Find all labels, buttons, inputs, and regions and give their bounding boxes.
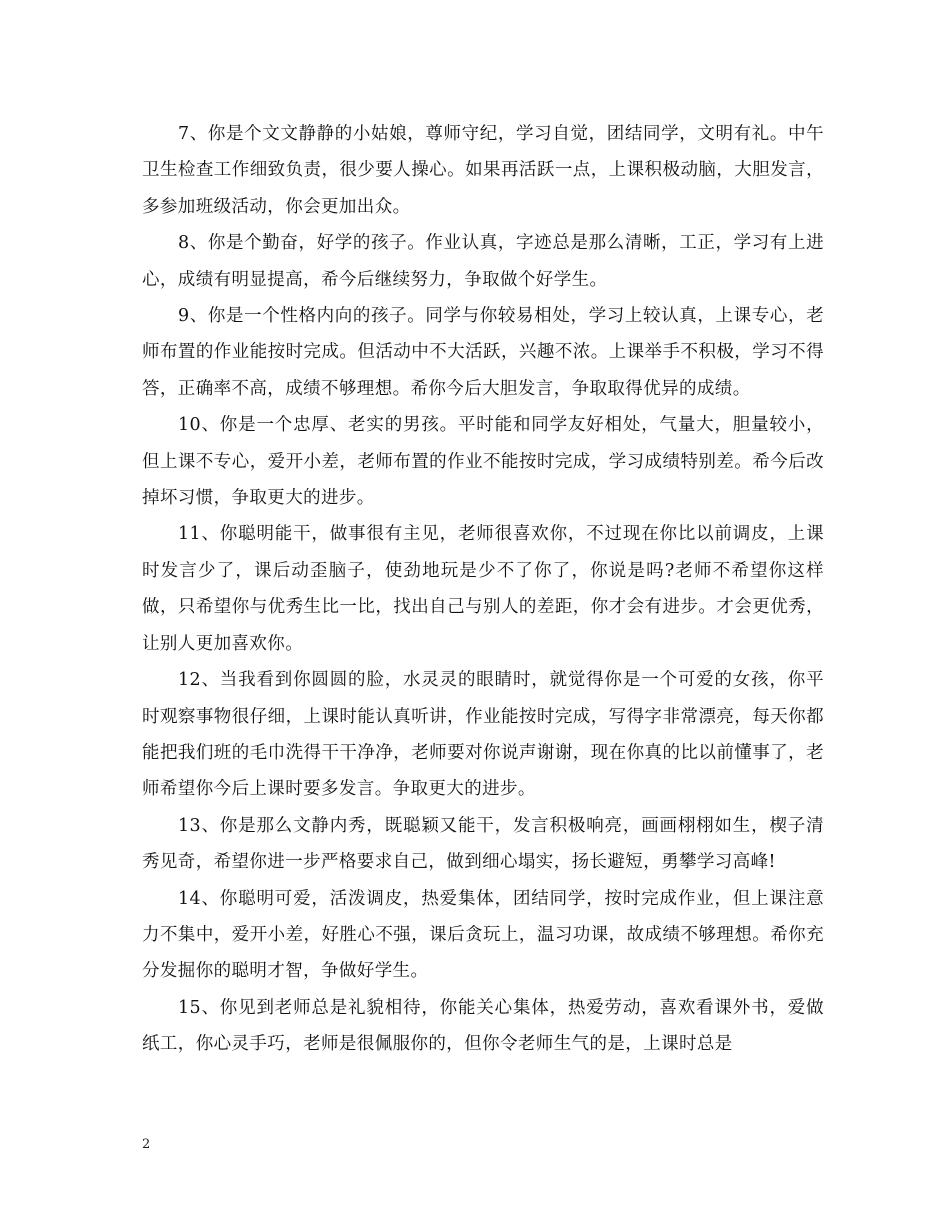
paragraph-14: 14、你聪明可爱，活泼调皮，热爱集体，团结同学，按时完成作业，但上课注意力不集中，爱开小差，好胜心不强，课后贪玩上，温习功课，故成绩不够理想。希你充分发掘你的聪明才智，争做好学生。 bbox=[142, 888, 824, 982]
paragraph-9: 9、你是一个性格内向的孩子。同学与你较易相处，学习上较认真，上课专心，老师布置的作业能按时完成。但活动中不大活跃，兴趣不浓。上课举手不积极，学习不得答，正确率不高，成绩不够理想。希你今后大胆发言，争取取得优异的成绩。 bbox=[142, 306, 824, 399]
paragraph-10: 10、你是一个忠厚、老实的男孩。平时能和同学友好相处，气量大，胆量较小，但上课不专心，爱开小差，老师布置的作业不能按时完成，学习成绩特别差。希今后改掉坏习惯，争取更大的进步。 bbox=[142, 415, 824, 509]
paragraph-8: 8、你是个勤奋，好学的孩子。作业认真，字迹总是那么清晰，工正，学习有上进心，成绩有明显提高，希今后继续努力，争取做个好学生。 bbox=[142, 233, 824, 290]
page-number: 2 bbox=[142, 1137, 151, 1152]
paragraph-12: 12、当我看到你圆圆的脸，水灵灵的眼睛时，就觉得你是一个可爱的女孩，你平时观察事物很仔细，上课时能认真听讲，作业能按时完成，写得字非常漂亮，每天你都能把我们班的毛巾洗得干干净净，老师要对你说声谢谢，现在你真的比以前懂事了，老师希望你今后上课时要多发言。争取更大的进步。 bbox=[142, 670, 824, 800]
paragraph-15: 15、你见到老师总是礼貌相待，你能关心集体，热爱劳动，喜欢看课外书，爱做纸工，你心灵手巧，老师是很佩服你的，但你令老师生气的是，上课时总是 bbox=[142, 997, 824, 1055]
paragraph-11: 11、你聪明能干，做事很有主见，老师很喜欢你，不过现在你比以前调皮，上课时发言少了，课后动歪脑子，使劲地玩是少不了你了，你说是吗?老师不希望你这样做，只希望你与优秀生比一比，找出自己与别人的差距，你才会有进步。才会更优秀，让别人更加喜欢你。 bbox=[142, 524, 824, 654]
page-body bbox=[142, 116, 824, 1063]
paragraph-13: 13、你是那么文静内秀，既聪颖又能干，发言积极响亮，画画栩栩如生，楔子清秀见奇，希望你进一步严格要求自己，做到细心塌实，扬长避短，勇攀学习高峰! bbox=[142, 815, 824, 873]
paragraph-7: 7、你是个文文静静的小姑娘，尊师守纪，学习自觉，团结同学，文明有礼。中午卫生检查工作细致负责，很少要人操心。如果再活跃一点，上课积极动脑，大胆发言，多参加班级活动，你会更加出众。 bbox=[142, 124, 824, 217]
